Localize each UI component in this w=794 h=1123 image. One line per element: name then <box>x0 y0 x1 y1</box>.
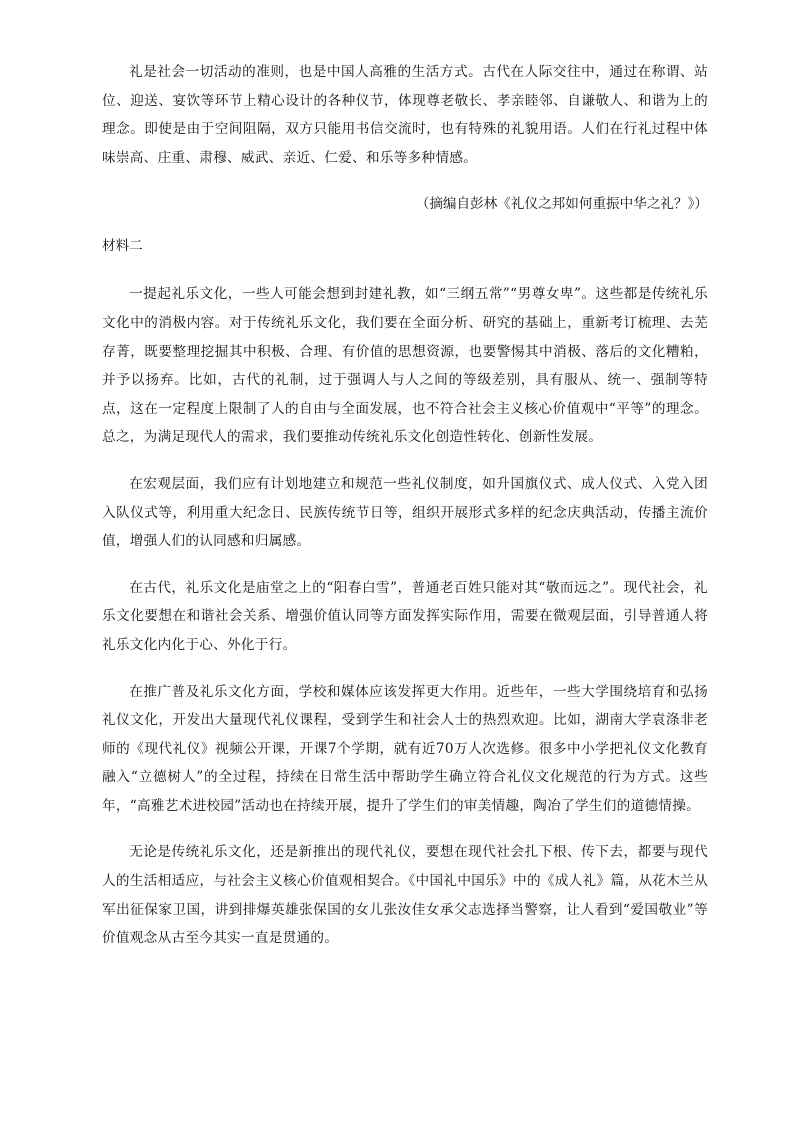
body-paragraph: 一提起礼乐文化，一些人可能会想到封建礼教，如“三纲五常”“男尊女卑”。这些都是传统礼乐文化中的消极内容。对于传统礼乐文化，我们要在全面分析、研究的基础上，重新考订梳理、去芜存菁，既要整理挖掘其中积极、合理、有价值的思想资源，也要警惕其中消极、落后的文化糟粕，并予以扬弃。比如，古代的礼制，过于强调人与人之间的等级差别，具有服从、统一、强制等特点，这在一定程度上限制了人的自由与全面发展，也不符合社会主义核心价值观中“平等”的理念。总之，为满足现代人的需求，我们要推动传统礼乐文化创造性转化、创新性发展。 <box>102 286 708 446</box>
intro-paragraph: 礼是社会一切活动的准则，也是中国人高雅的生活方式。古代在人际交往中，通过在称谓、站位、迎送、宴饮等环节上精心设计的各种仪节，体现尊老敬长、孝亲睦邻、自谦敬人、和谐为上的理念。即使是由于空间阻隔，双方只能用书信交流时，也有特殊的礼貌用语。人们在行礼过程中体味崇高、庄重、肃穆、威武、亲近、仁爱、和乐等多种情感。 <box>102 64 708 166</box>
body-paragraph: 在宏观层面，我们应有计划地建立和规范一些礼仪制度，如升国旗仪式、成人仪式、入党入团入队仪式等，利用重大纪念日、民族传统节日等，组织开展形式多样的纪念庆典活动，传播主流价值，增强人们的认同感和归属感。 <box>102 475 708 550</box>
section-heading: 材料二 <box>102 238 143 255</box>
body-paragraph: 无论是传统礼乐文化，还是新推出的现代礼仪，要想在现代社会扎下根、传下去，都要与现代人的生活相适应，与社会主义核心价值观相契合。《中国礼中国乐》中的《成人礼》篇，从花木兰从军出征保家卫国，讲到排爆英雄张保国的女儿张汝佳女承父志选择当警察，让人看到“爱国敬业”等价值观念从古至今其实一直是贯通的。 <box>102 844 708 947</box>
body-paragraph: 在古代，礼乐文化是庙堂之上的“阳春白雪”，普通老百姓只能对其“敬而远之”。现代社会，礼乐文化要想在和谐社会关系、增强价值认同等方面发挥实际作用，需要在微观层面，引导普通人将礼乐文化内化于心、外化于行。 <box>102 579 708 653</box>
body-paragraph: 在推广普及礼乐文化方面，学校和媒体应该发挥更大作用。近些年，一些大学围绕培育和弘扬礼仪文化，开发出大量现代礼仪课程，受到学生和社会人士的热烈欢迎。比如，湖南大学袁涤非老师的《现代礼仪》视频公开课，开课7个学期，就有近70万人次选修。很多中小学把礼仪文化教育融入“立德树人”的全过程，持续在日常生活中帮助学生确立符合礼仪文化规范的行为方式。这些年，“高雅艺术进校园”活动也在持续开展，提升了学生们的审美情趣，陶冶了学生们的道德情操。 <box>102 683 708 814</box>
source-citation: （摘编自彭林《礼仪之邦如何重振中华之礼？》） <box>415 196 708 213</box>
